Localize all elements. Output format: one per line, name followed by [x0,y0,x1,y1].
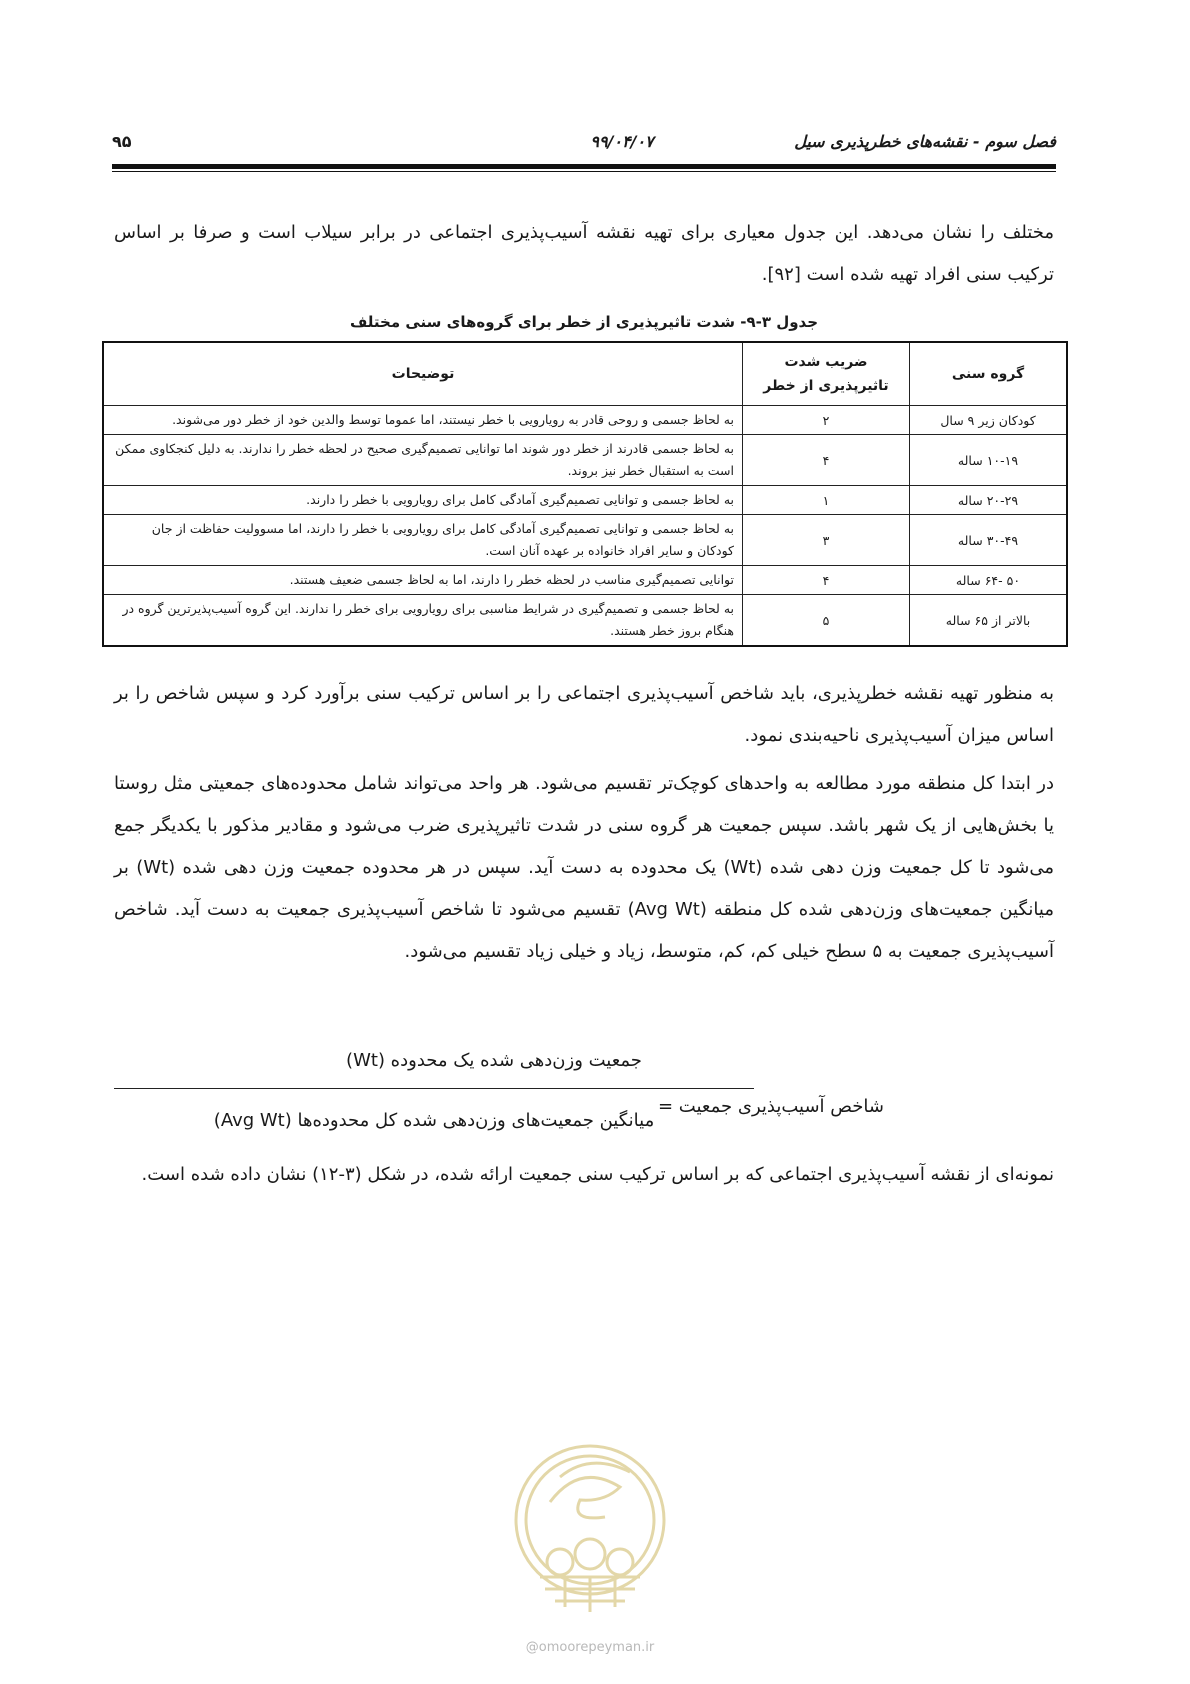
procedure-text-b: یک محدوده به دست آید. سپس در هر محدوده جمعیت وزن دهی شده [175,857,724,878]
vulnerability-formula [114,1050,1054,1160]
cell-desc: به لحاظ جسمی و توانایی تصمیم‌گیری آمادگی کامل برای رویارویی با خطر را دارند. [103,486,743,515]
cell-desc: به لحاظ جسمی و روحی قادر به رویارویی با خطر نیستند، اما عموما توسط والدین خود از خطر دور می‌شوند. [103,406,743,435]
procedure-wt-2: (Wt) [136,857,176,878]
table-row [103,566,1067,595]
header-date: ۹۹/۰۴/۰۷ [590,132,654,151]
paragraph-figure-reference: نمونه‌ای از نقشه آسیب‌پذیری اجتماعی که بر اساس ترکیب سنی جمعیت ارائه شده، در شکل (۳-۱۲) نشان داده شده است. [141,1164,1054,1185]
procedure-avg-wt: (Avg Wt) [627,899,707,920]
table-row [103,435,1067,486]
formula-lhs: شاخص آسیب‌پذیری جمعیت = [658,1096,884,1117]
table-header-row [103,342,1067,406]
header-desc: توضیحات [103,342,743,406]
cell-desc: به لحاظ جسمی و توانایی تصمیم‌گیری آمادگی کامل برای رویارویی با خطر را دارند، اما مسوولیت حفاظت از جان کودکان و سایر افراد خانواده بر عهده آنان است. [103,515,743,566]
procedure-wt-1: (Wt) [723,857,763,878]
chapter-title: فصل سوم - نقشه‌های خطرپذیری سیل [794,132,1056,151]
table-row [103,486,1067,515]
table-caption: جدول ۳-۹- شدت تاثیرپذیری از خطر برای گروه‌های سنی مختلف [349,313,819,331]
header-coef-line2: تاثیرپذیری از خطر [763,378,889,394]
cell-coef: ۱ [743,486,910,515]
cell-desc: به لحاظ جسمی قادرند از خطر دور شوند اما توانایی تصمیم‌گیری صحیح در لحظه خطر را ندارند. به دلیل کنجکاوی ممکن است به استقبال خطر نیز بروند. [103,435,743,486]
header-rule-thick [112,164,1056,169]
table-row [103,515,1067,566]
paragraph-procedure [114,763,1054,973]
header-coef-line1: ضریب شدت [784,354,868,370]
cell-age: ۵۰ -۶۴ ساله [910,566,1068,595]
cell-age: ۲۰-۲۹ ساله [910,486,1068,515]
header-rule-thin [112,171,1056,172]
header-age: گروه سنی [910,342,1068,406]
page-number: ۹۵ [112,132,132,151]
formula-denominator: میانگین جمعیت‌های وزن‌دهی شده کل محدوده‌ها (Avg Wt) [213,1110,655,1131]
paragraph-method: به منظور تهیه نقشه خطرپذیری، باید شاخص آسیب‌پذیری اجتماعی را بر اساس ترکیب سنی برآورد کرد و سپس شاخص را بر اساس میزان آسیب‌پذیری ناحیه‌بندی نمود. [114,683,1054,746]
watermark-site: omoorepeyman.ir [538,1640,655,1655]
fraction-line [114,1088,754,1089]
publisher-seal-logo [510,1432,670,1632]
cell-desc: به لحاظ جسمی و تصمیم‌گیری در شرایط مناسبی برای رویارویی برای خطر را ندارند. این گروه آسیب‌پذیرترین گروه در هنگام بروز خطر هستند. [103,595,743,647]
procedure-text-c: بر میانگین جمعیت‌های وزن‌دهی شده کل منطقه [114,857,1054,920]
formula-numerator: جمعیت وزن‌دهی شده یک محدوده (Wt) [346,1050,642,1071]
cell-desc: توانایی تصمیم‌گیری مناسب در لحظه خطر را دارند، اما به لحاظ جسمی ضعیف هستند. [103,566,743,595]
cell-age: ۱۰-۱۹ ساله [910,435,1068,486]
cell-age: ۳۰-۴۹ ساله [910,515,1068,566]
paragraph-intro: مختلف را نشان می‌دهد. این جدول معیاری برای تهیه نقشه آسیب‌پذیری اجتماعی در برابر سیلاب است و صرفا بر اساس ترکیب سنی افراد تهیه شده است [۹۲]. [114,222,1054,285]
procedure-text-d: تقسیم می‌شود تا شاخص آسیب‌پذیری جمعیت به دست آید. شاخص آسیب‌پذیری جمعیت به ۵ سطح خیلی کم، کم، متوسط، زیاد و خیلی زیاد تقسیم می‌شود. [114,899,1054,962]
cell-age: بالاتر از ۶۵ ساله [910,595,1068,647]
header-coef [743,342,910,406]
cell-age: کودکان زیر ۹ سال [910,406,1068,435]
watermark-website: @omoorepeyman.ir [525,1640,655,1655]
cell-coef: ۳ [743,515,910,566]
cell-coef: ۴ [743,435,910,486]
table-row [103,595,1067,647]
cell-coef: ۴ [743,566,910,595]
page-header [112,132,1056,158]
cell-coef: ۲ [743,406,910,435]
cell-coef: ۵ [743,595,910,647]
table-row [103,406,1067,435]
procedure-text-a: در ابتدا کل منطقه مورد مطالعه به واحدهای کوچک‌تر تقسیم می‌شود. هر واحد می‌تواند شامل محدوده‌های جمعیتی مثل روستا یا بخش‌هایی از یک شهر باشد. سپس جمعیت هر گروه سنی در شدت تاثیرپذیری ضرب می‌شود و مقادیر مذکور با یکدیگر جمع می‌شود تا کل جمعیت وزن دهی شده [114,773,1054,878]
age-vulnerability-table [102,341,1068,647]
